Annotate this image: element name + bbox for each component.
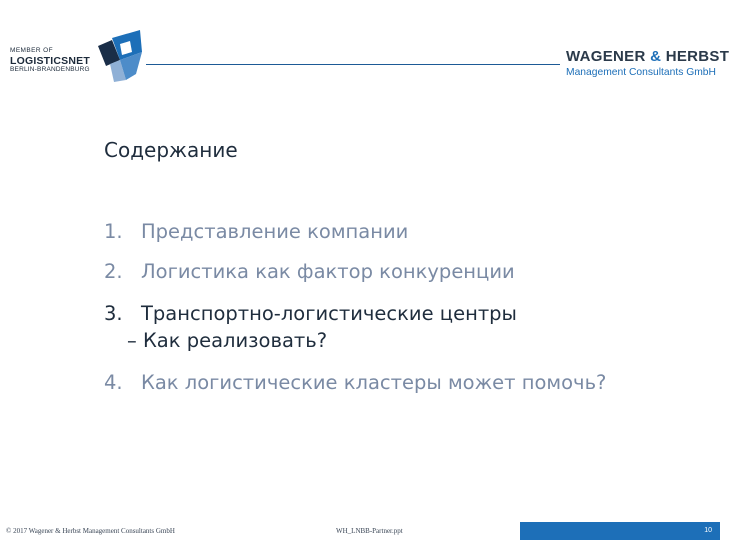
- slide-title: Содержание: [104, 138, 238, 162]
- agenda-item-4: [104, 369, 606, 396]
- brand-subtitle: Management Consultants GmbH: [566, 67, 716, 78]
- brand-name: [566, 48, 729, 65]
- logisticsnet-cube-emblem-icon: [96, 30, 148, 82]
- logo-region: BERLIN-BRANDENBURG: [10, 66, 90, 73]
- agenda-item-1: [104, 218, 408, 245]
- agenda-item-number: 4.: [104, 371, 123, 394]
- agenda-item-text: Представление компании: [141, 220, 409, 243]
- brand-part2: HERBST: [665, 48, 729, 65]
- page-number: 10: [704, 527, 712, 534]
- logisticsnet-logo: [10, 48, 100, 74]
- agenda-item-continuation: – Как реализовать?: [127, 329, 328, 352]
- logo-member-of: MEMBER OF: [10, 47, 53, 54]
- agenda-item-number: 1.: [104, 220, 123, 243]
- agenda-item-3: [104, 300, 517, 354]
- brand-ampersand: &: [650, 48, 662, 65]
- header-divider-line: [146, 64, 560, 65]
- agenda-item-text: Транспортно-логистические центры: [141, 302, 517, 325]
- agenda-item-number: 2.: [104, 260, 123, 283]
- footer-copyright: © 2017 Wagener & Herbst Management Consultants GmbH: [6, 527, 175, 535]
- footer-page-bar: [520, 522, 720, 540]
- agenda-item-text: Логистика как фактор конкуренции: [141, 260, 515, 283]
- brand-part1: WAGENER: [566, 48, 646, 65]
- logo-logisticsnet: LOGISTICSNET: [10, 54, 90, 67]
- agenda-item-2: [104, 258, 515, 285]
- slide-footer: [0, 522, 720, 540]
- agenda-item-text: Как логистические кластеры может помочь?: [141, 371, 607, 394]
- footer-file-name: WH_LNBB-Partner.ppt: [336, 527, 403, 535]
- agenda-item-number: 3.: [104, 302, 123, 325]
- wagener-herbst-logo: [566, 48, 729, 78]
